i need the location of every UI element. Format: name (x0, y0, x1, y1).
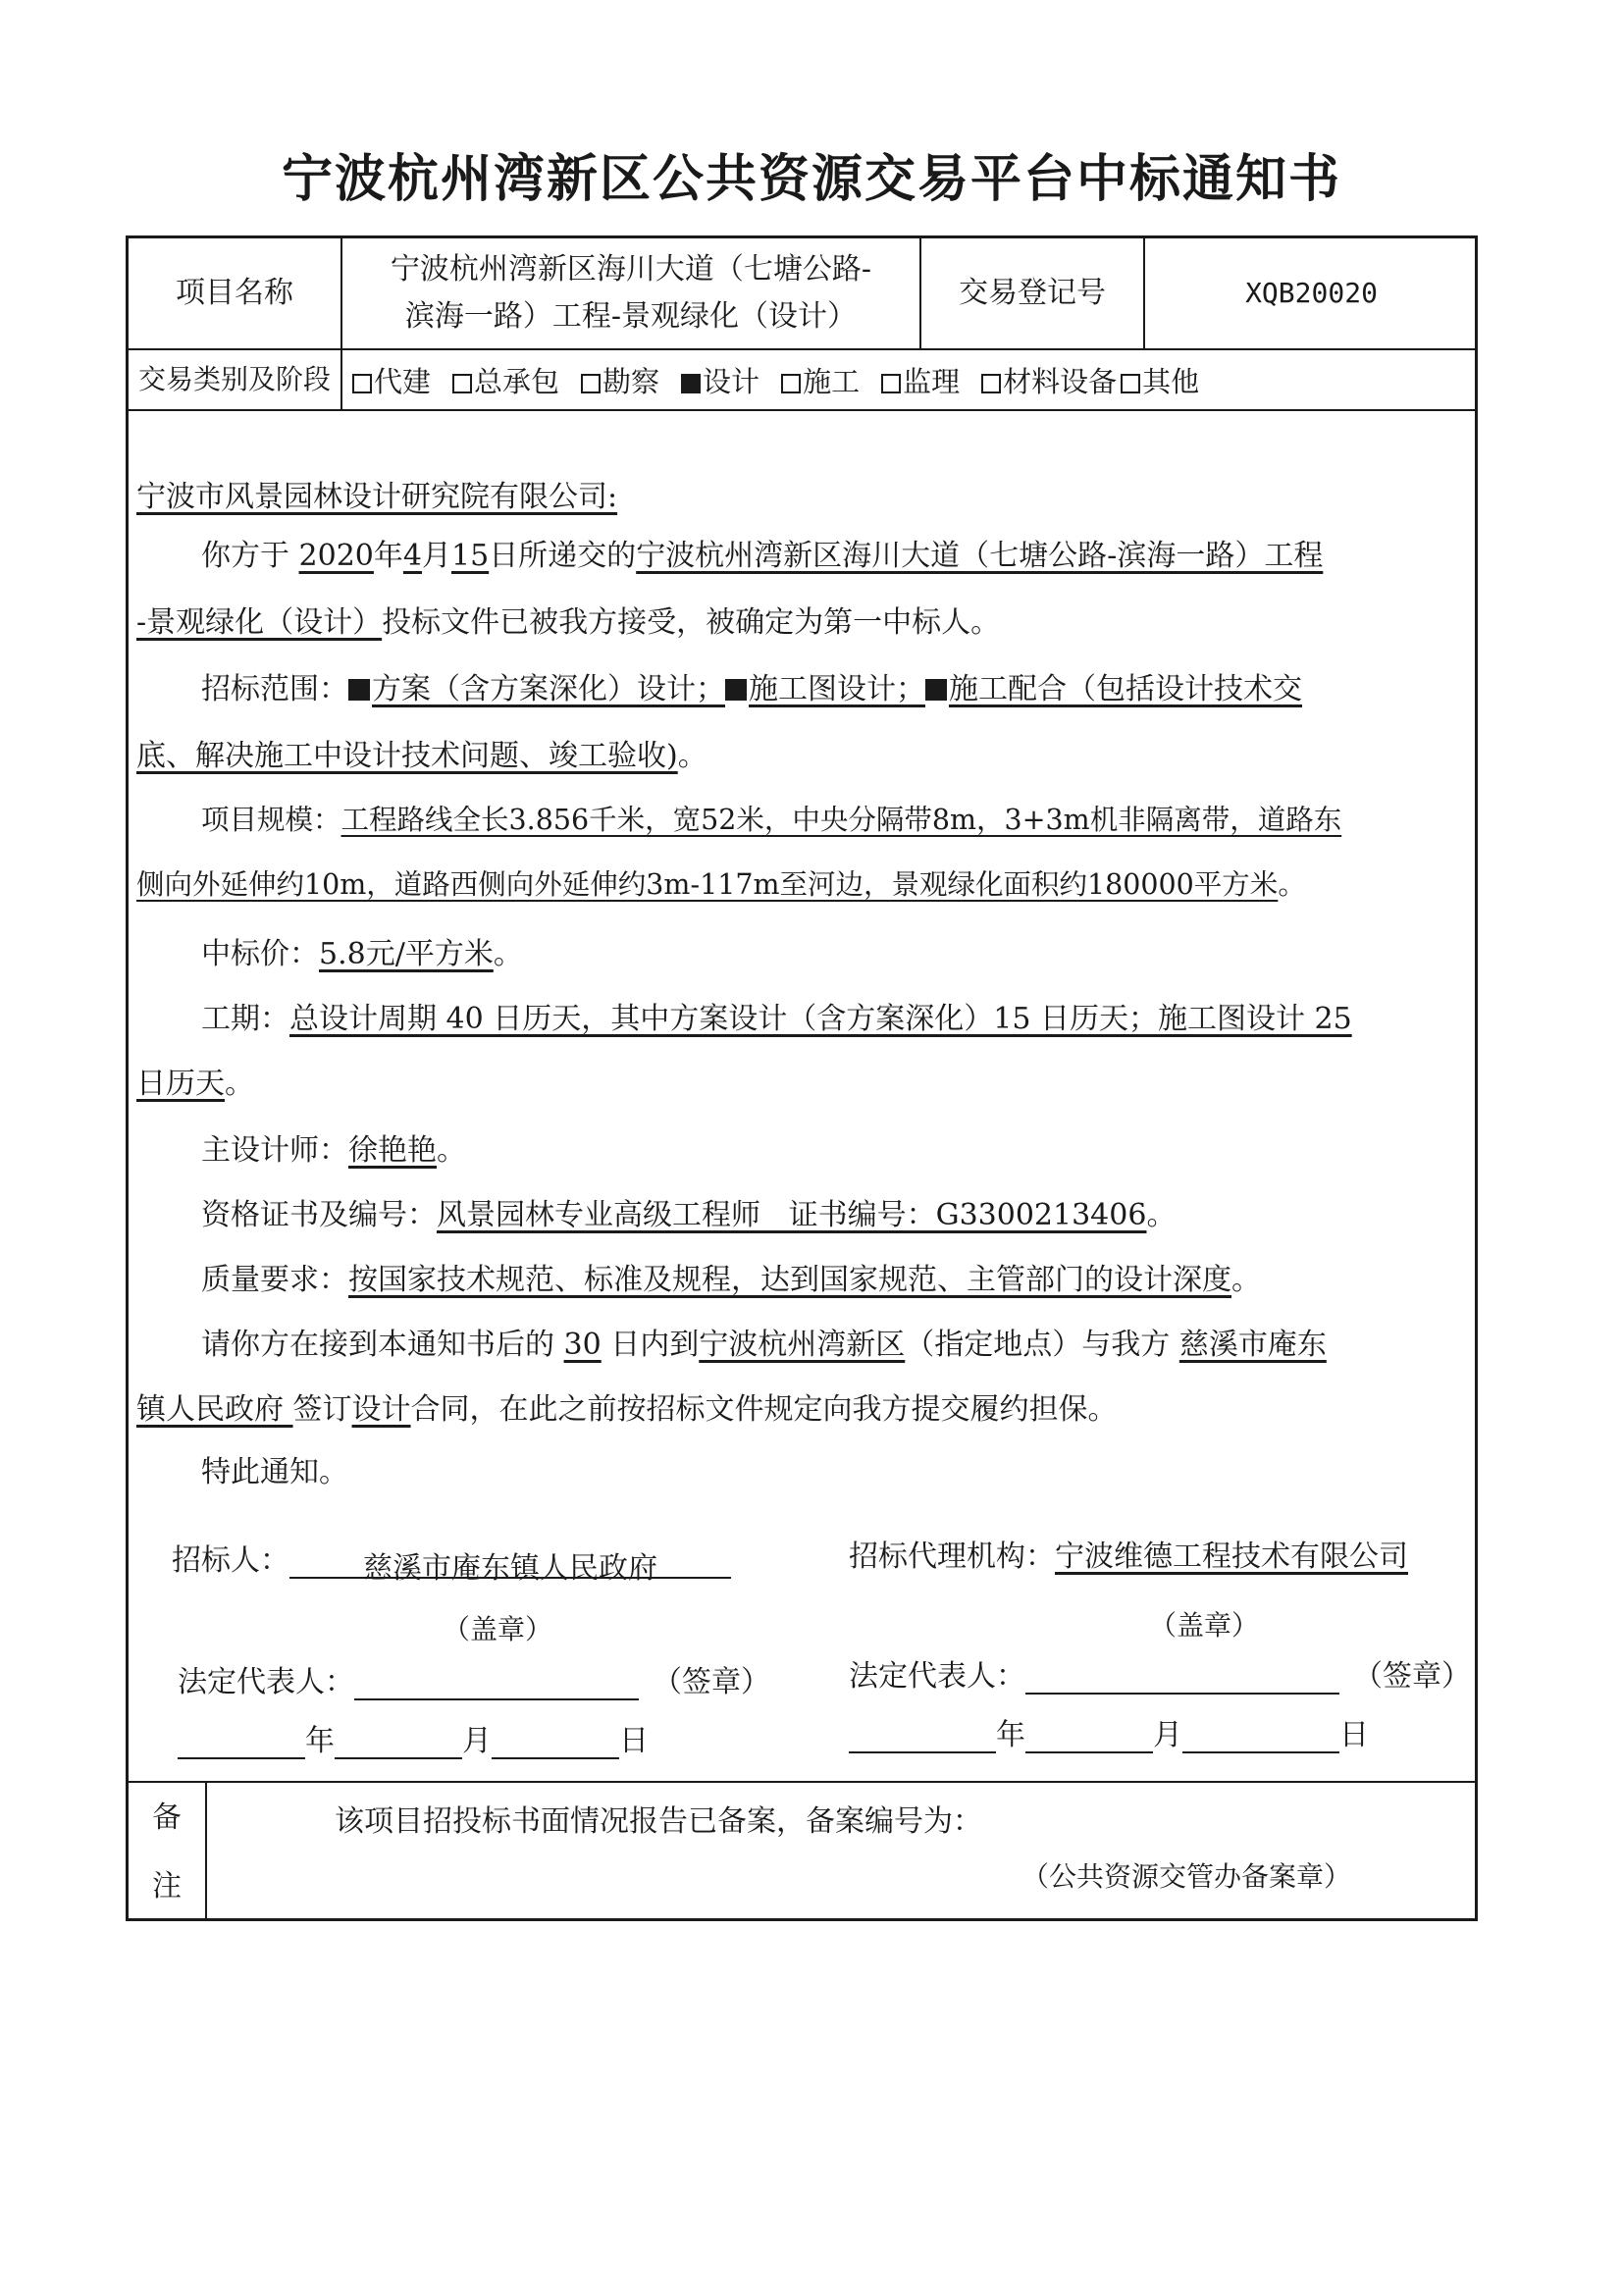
tenderer-seal: （盖章） (443, 1613, 553, 1645)
unchecked-box-icon (1121, 374, 1140, 393)
unchecked-box-icon (981, 374, 1001, 393)
contract-line-1: 请你方在接到本通知书后的 30 日内到宁波杭州湾新区（指定地点）与我方 慈溪市庵东 (201, 1328, 1327, 1362)
tenderer-date: 年 月 日 (178, 1716, 649, 1759)
checked-box-icon (681, 374, 701, 393)
checked-square-icon (925, 679, 947, 701)
category-checkbox[interactable] (452, 360, 559, 400)
agent-seal: （盖章） (1149, 1609, 1260, 1642)
category-label-text: 施工 (803, 364, 861, 398)
award-paragraph-line-1: 你方于 2020年4月15日所递交的宁波杭州湾新区海川大道（七塘公路-滨海一路）工程 (201, 539, 1324, 573)
category-label: 交易类别及阶段 (137, 363, 331, 395)
row-divider (129, 1781, 1475, 1783)
checked-square-icon (725, 679, 747, 701)
tenderer-legal-rep: 法定代表人： （签章） (178, 1665, 770, 1699)
agent-legal-rep: 法定代表人： （签章） (849, 1659, 1471, 1694)
unchecked-box-icon (581, 374, 601, 393)
remark-seal: （公共资源交管办备案章） (1021, 1860, 1352, 1893)
category-checkbox[interactable] (881, 360, 960, 400)
period-line-2: 日历天。 (136, 1067, 254, 1101)
certificate-line: 资格证书及编号：风景园林专业高级工程师 证书编号：G3300213406。 (201, 1198, 1177, 1232)
unchecked-box-icon (452, 374, 472, 393)
notice-closing: 特此通知。 (201, 1455, 348, 1489)
unchecked-box-icon (881, 374, 901, 393)
scale-line-1: 项目规模：工程路线全长3.856千米，宽52米，中央分隔带8m，3+3m机非隔离带，道路东 (201, 804, 1342, 836)
period-line-1: 工期：总设计周期 40 日历天，其中方案设计（含方案深化）15 日历天；施工图设计 25 (201, 1002, 1352, 1036)
recipient: 宁波市风景园林设计研究院有限公司: (136, 480, 618, 514)
agent: 招标代理机构：宁波维德工程技术有限公司 (849, 1539, 1408, 1574)
category-checkboxes (352, 350, 1221, 409)
category-checkbox[interactable] (781, 360, 860, 400)
scope-line-1: 招标范围： 方案（含方案深化）设计； 施工图设计； 施工配合（包括设计技术交 (201, 672, 1302, 706)
project-name-value (342, 238, 919, 348)
unchecked-box-icon (781, 374, 801, 393)
category-label-text: 监理 (903, 364, 961, 398)
category-label-text: 材料设备 (1003, 364, 1118, 398)
category-label-text: 勘察 (602, 364, 660, 398)
category-checkbox[interactable] (352, 360, 431, 400)
scope-line-2: 底、解决施工中设计技术问题、竣工验收)。 (136, 739, 707, 773)
category-checkbox[interactable] (981, 360, 1117, 400)
reg-no-label: 交易登记号 (959, 276, 1106, 310)
tenderer: 招标人： 慈溪市庵东镇人民政府 (172, 1536, 731, 1579)
unchecked-box-icon (352, 374, 372, 393)
remark-label: 备 注 (152, 1800, 182, 1904)
category-label-text: 代建 (374, 364, 432, 398)
contract-line-2: 镇人民政府 签订设计合同，在此之前按招标文件规定向我方提交履约担保。 (136, 1392, 1118, 1427)
reg-no-value: XQB20020 (1245, 277, 1378, 309)
scale-line-2: 侧向外延伸约10m，道路西侧向外延伸约3m-117m至河边，景观绿化面积约180000平方米。 (136, 868, 1306, 901)
project-name-line-1: 宁波杭州湾新区海川大道（七塘公路- (390, 252, 872, 287)
category-checkbox[interactable] (581, 360, 659, 400)
project-name-label: 项目名称 (176, 276, 293, 310)
checked-square-icon (348, 679, 370, 701)
category-checkbox[interactable] (681, 360, 759, 400)
project-name-line-2: 滨海一路）工程-景观绿化（设计） (404, 299, 858, 334)
row-divider (129, 409, 1475, 411)
award-paragraph-line-2: -景观绿化（设计）投标文件已被我方接受，被确定为第一中标人。 (136, 605, 1001, 640)
category-label-text: 总承包 (474, 364, 560, 398)
notice-table (126, 235, 1478, 1921)
agent-date: 年 月 日 (849, 1710, 1369, 1753)
col-divider (205, 1781, 207, 1921)
category-label-text: 设计 (703, 364, 760, 398)
quality-line: 质量要求：按国家技术规范、标准及规程，达到国家规范、主管部门的设计深度。 (201, 1263, 1261, 1297)
category-checkbox[interactable] (1121, 360, 1199, 400)
category-label-text: 其他 (1142, 364, 1200, 398)
document-title: 宁波杭州湾新区公共资源交易平台中标通知书 (281, 150, 1341, 209)
remark-text: 该项目招投标书面情况报告已备案，备案编号为： (335, 1804, 982, 1839)
designer-line: 主设计师：徐艳艳。 (201, 1133, 466, 1168)
price-line: 中标价：5.8元/平方米。 (201, 937, 523, 971)
